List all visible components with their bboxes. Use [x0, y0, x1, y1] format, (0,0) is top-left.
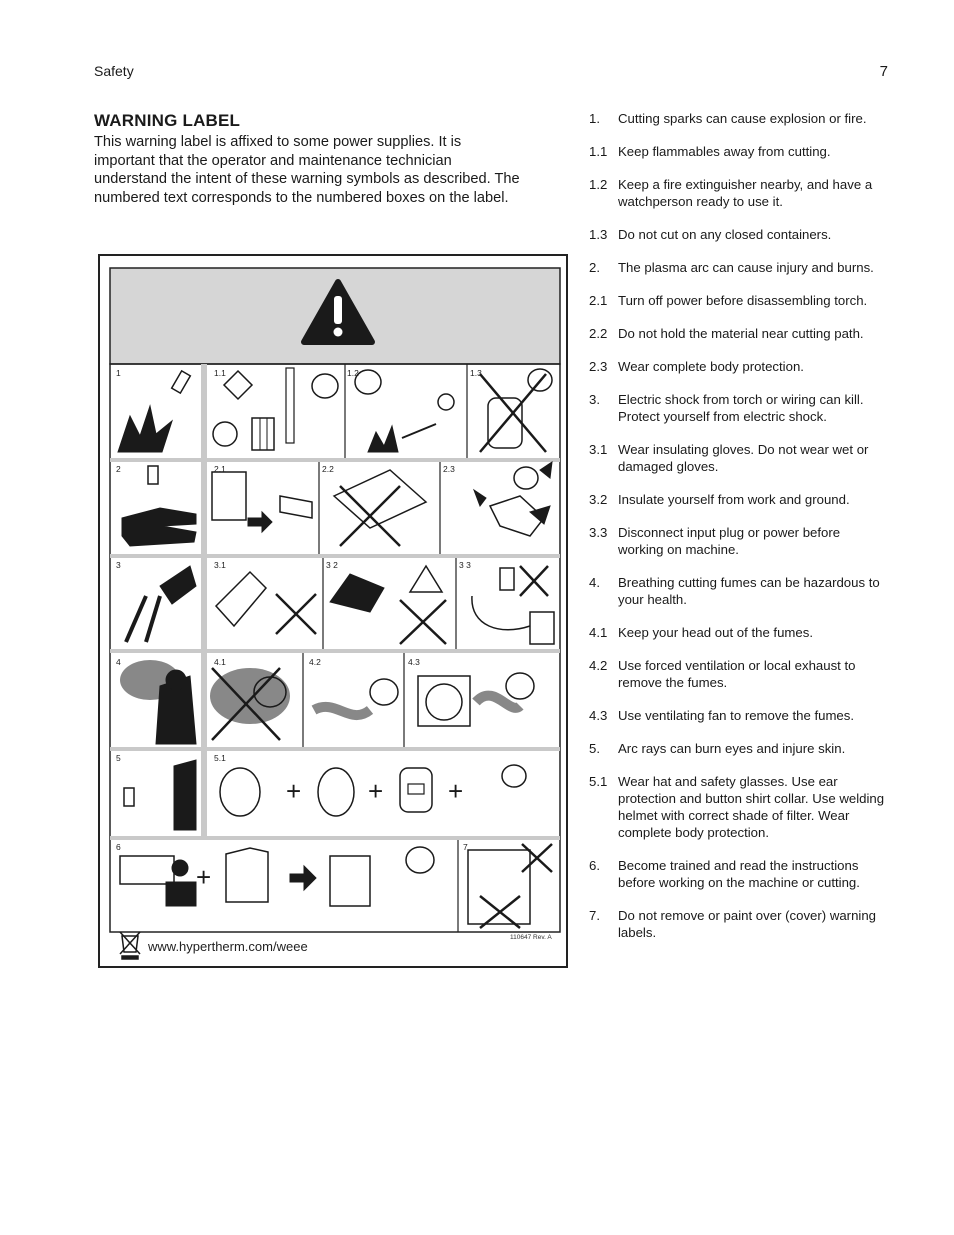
- list-item-text: Cutting sparks can cause explosion or fire.: [618, 111, 867, 126]
- list-item-number: 2.2: [589, 326, 608, 341]
- list-item-text: Become trained and read the instructions before working on the machine or cutting.: [618, 858, 860, 890]
- list-item: [589, 176, 889, 210]
- list-item: [589, 259, 889, 276]
- cell-number: 3.1: [214, 560, 226, 570]
- list-item-text: Use forced ventilation or local exhaust to remove the fumes.: [618, 658, 856, 690]
- list-item: [589, 907, 889, 941]
- cell-number: 5.1: [214, 753, 226, 763]
- list-item-number: 4.1: [589, 625, 608, 640]
- list-item: [589, 574, 889, 608]
- list-item: [589, 773, 889, 841]
- svg-text:+: +: [448, 776, 464, 806]
- list-item: [589, 441, 889, 475]
- list-item: [589, 740, 889, 757]
- list-item-text: Keep a fire extinguisher nearby, and have a watchperson ready to use it.: [618, 177, 873, 209]
- list-item-text: Electric shock from torch or wiring can kill. Protect yourself from electric shock.: [618, 392, 864, 424]
- list-item-number: 4.: [589, 575, 600, 590]
- cell-number: 5: [116, 753, 121, 763]
- list-item: [589, 657, 889, 691]
- cell-number: 3 2: [326, 560, 338, 570]
- cell-number: 1.3: [470, 368, 482, 378]
- list-item: [589, 358, 889, 375]
- list-item-number: 2.: [589, 260, 600, 275]
- list-item: [589, 857, 889, 891]
- list-item-number: 5.: [589, 741, 600, 756]
- svg-text:+: +: [368, 776, 384, 806]
- cell-number: 6: [116, 842, 121, 852]
- list-item-text: Wear hat and safety glasses. Use ear protection and button shirt collar. Use welding helmet with correct shade of filter. Wear complete body protection.: [618, 774, 885, 840]
- weee-bin-icon: [120, 932, 140, 959]
- list-item-number: 1.1: [589, 144, 608, 159]
- running-header-section: Safety: [94, 63, 134, 79]
- cell-number: 1: [116, 368, 121, 378]
- list-item-text: Insulate yourself from work and ground.: [618, 492, 850, 507]
- list-item-text: Wear insulating gloves. Do not wear wet or damaged gloves.: [618, 442, 869, 474]
- list-item-text: Do not remove or paint over (cover) warning labels.: [618, 908, 876, 940]
- list-item: [589, 524, 889, 558]
- cell-number: 3 3: [459, 560, 471, 570]
- list-item-number: 6.: [589, 858, 600, 873]
- list-item: [589, 391, 889, 425]
- list-item-text: Do not cut on any closed containers.: [618, 227, 832, 242]
- list-item-text: The plasma arc can cause injury and burns.: [618, 260, 874, 275]
- list-item: [589, 325, 889, 342]
- cell-number: 4.2: [309, 657, 321, 667]
- cell-number: 2: [116, 464, 121, 474]
- cell-number: 3: [116, 560, 121, 570]
- svg-text:+: +: [196, 862, 212, 892]
- list-item-number: 1.: [589, 111, 600, 126]
- list-item-number: 2.3: [589, 359, 608, 374]
- label-revision: 110647 Rev. A: [510, 934, 552, 941]
- column-separator: [201, 364, 207, 840]
- cell-number: 2.3: [443, 464, 455, 474]
- cell-number: 4.3: [408, 657, 420, 667]
- list-item: [589, 226, 889, 243]
- list-item-text: Use ventilating fan to remove the fumes.: [618, 708, 855, 723]
- list-item-text: Turn off power before disassembling torch.: [618, 293, 868, 308]
- list-item-text: Do not hold the material near cutting path.: [618, 326, 864, 341]
- list-item-number: 4.2: [589, 658, 608, 673]
- list-item-text: Keep flammables away from cutting.: [618, 144, 831, 159]
- cell-number: 2.2: [322, 464, 334, 474]
- list-item-number: 3.2: [589, 492, 608, 507]
- list-item-number: 3.3: [589, 525, 608, 540]
- warning-descriptions-list: [589, 110, 889, 941]
- list-item: [589, 707, 889, 724]
- warning-label-figure: [98, 254, 568, 968]
- list-item: [589, 110, 889, 127]
- intro-paragraph: This warning label is affixed to some power supplies. It is important that the operator and maintenance technician understand the intent of these warning symbols as described. The numbered text corresponds to the numbered boxes on the label.: [94, 134, 520, 206]
- list-item-number: 7.: [589, 908, 600, 923]
- list-item-number: 3.1: [589, 442, 608, 457]
- list-item: [589, 292, 889, 309]
- pictograms: [118, 368, 554, 928]
- cell-number: 7: [463, 842, 468, 852]
- list-item-text: Breathing cutting fumes can be hazardous to your health.: [618, 575, 880, 607]
- list-item-text: Disconnect input plug or power before working on machine.: [618, 525, 841, 557]
- list-item-number: 1.3: [589, 227, 608, 242]
- cell-number: 4: [116, 657, 121, 667]
- weee-url: www.hypertherm.com/weee: [148, 939, 308, 954]
- list-item: [589, 624, 889, 641]
- list-item: [589, 491, 889, 508]
- cell-number: 4.1: [214, 657, 226, 667]
- list-item-number: 3.: [589, 392, 600, 407]
- cell-number: 1.2: [347, 368, 359, 378]
- section-title: WARNING LABEL: [94, 111, 241, 130]
- cell-number: 1.1: [214, 368, 226, 378]
- cell-number: 2.1: [214, 464, 226, 474]
- list-item-number: 4.3: [589, 708, 608, 723]
- page-number: 7: [879, 63, 888, 80]
- list-item-number: 5.1: [589, 774, 608, 789]
- list-item-number: 1.2: [589, 177, 608, 192]
- list-item-text: Keep your head out of the fumes.: [618, 625, 814, 640]
- svg-text:+: +: [286, 776, 302, 806]
- list-item-text: Wear complete body protection.: [618, 359, 804, 374]
- list-item-number: 2.1: [589, 293, 608, 308]
- list-item: [589, 143, 889, 160]
- warning-label-artwork: [100, 256, 566, 966]
- list-item-text: Arc rays can burn eyes and injure skin.: [618, 741, 846, 756]
